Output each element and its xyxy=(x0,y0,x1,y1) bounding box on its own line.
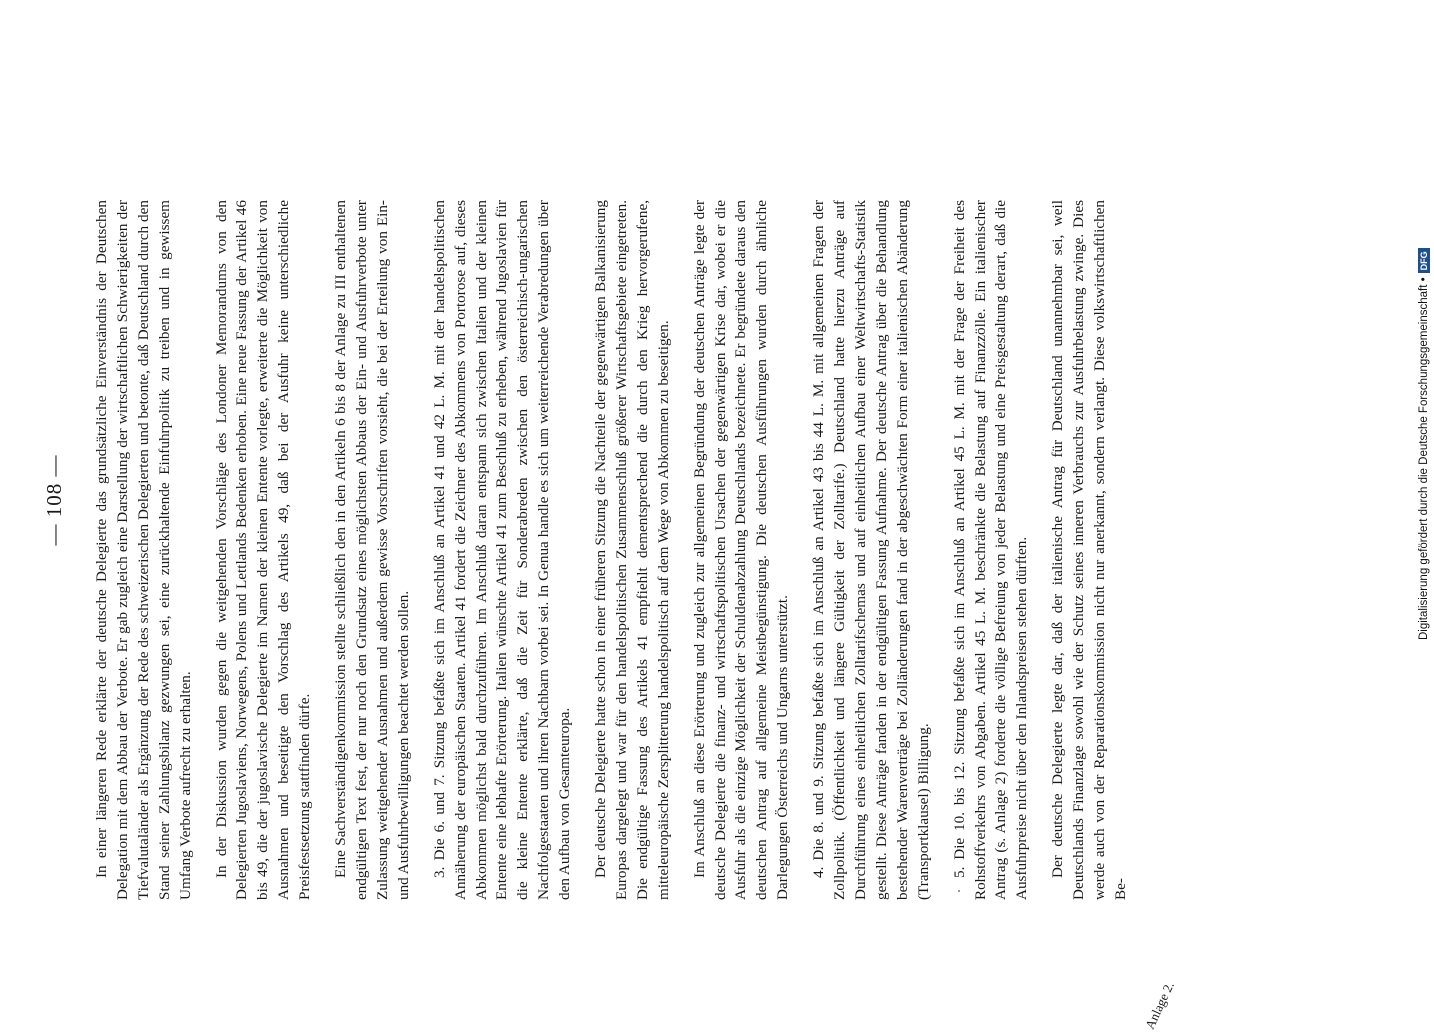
scan-speck xyxy=(958,890,960,892)
digitization-credit xyxy=(1418,248,1430,640)
paragraph: Der deutsche Delegierte hatte schon in einer früheren Sitzung die Nachteile der gegenwärtigen Balkanisierung Europas dargelegt und war für den handelspolitischen Zusammenschluß größerer Wirtschaftsgebiete eingetreten. Die endgültige Fassung des Artikels 41 empfiehlt dementsprechend die durch den Krieg hervorgerufene, mitteleuropäische Zersplitterung handelspolitisch auf dem Wege von Abkommen zu beseitigen. xyxy=(592,200,672,900)
dfg-logo: DFG xyxy=(1418,248,1430,273)
rotated-page xyxy=(42,100,1342,1032)
paragraph: Der deutsche Delegierte legte dar, daß der italienische Antrag für Deutschland unannehmbar sei, weil Deutschlands Finanzlage sowohl wie der Schutz seines inneren Verbrauchs zur Ausfuhrbelastung zwinge. Dies werde auch von der Reparationskommission nicht nur anerkannt, sondern verlangt. Diese volkswirtschaftlichen Be- xyxy=(1049,200,1129,900)
page-number-header: — 108 — xyxy=(42,454,66,546)
paragraph: In einer längeren Rede erklärte der deutsche Delegierte das grundsätzliche Einverständnis der Deutschen Delegation mit dem Abbau der Verbote. Er gab zugleich eine Darstellung der wirtschaftlichen Schwierigkeiten der Tiefvalutaländer als Ergänzung der Rede des schweizerischen Delegierten und betonte, daß Deutschland durch den Stand seiner Zahlungsbilanz gezwungen sei, eine zurückhaltende Einfuhrpolitik zu treiben und in gewissem Umfang Verbote aufrecht zu erhalten. xyxy=(93,200,194,900)
marginal-note: Anlage 2. xyxy=(1142,979,1177,1032)
paragraph: Im Anschluß an diese Erörterung und zugleich zur allgemeinen Begründung der deutschen Anträge legte der deutsche Delegierte die finanz- und wirtschaftspolitischen Ursachen der gegenwärtigen Krise dar, wobei er die Ausfuhr als die einzige Möglichkeit der Schuldenabzahlung Deutschlands bezeichnete. Er begründete daraus den deutschen Antrag auf allgemeine Meistbegünstigung. Die deutschen Ausführungen wurden durch ähnliche Darlegungen Österreichs und Ungarns unterstützt. xyxy=(690,200,792,900)
paragraph: 4. Die 8. und 9. Sitzung befaßte sich im Anschluß an Artikel 43 bis 44 L. M. mit allgemeinen Fragen der Zollpolitik. (Öffentlichkeit und längere Gültigkeit der Zolltarife.) Deutschland hatte hierzu Anträge auf Durchführung eines einheitlichen Zolltarifschemas und auf einheitlichen Aufbau einer Weltwirtschafts-Statistik gestellt. Diese Anträge fanden in der endgültigen Fassung Aufnahme. Der deutsche Antrag über die Behandlung bestehender Warenverträge bei Zolländerungen fand in der abgeschwächten Form einer italienischen Abänderung (Transportklausel) Billigung. xyxy=(810,200,932,900)
paragraph: Eine Sachverständigenkommission stellte schließlich den in den Artikeln 6 bis 8 der Anlage zu III enthaltenen endgültigen Text fest, der nur noch den Grundsatz eines möglichsten Abbaus der Ein- und Ausfuhrverbote unter Zulassung weitgehender Ausnahmen und außerdem gewisse Vorschriften vorsieht, die bei der Erteilung von Ein- und Ausfuhrbewilligungen beachtet werden sollen. xyxy=(332,200,412,900)
credit-text: Digitalisierung gefördert durch die Deutsche Forschungsgemeinschaft • xyxy=(1418,277,1430,640)
body-text xyxy=(92,200,1147,900)
paragraph: 3. Die 6. und 7. Sitzung befaßte sich im Anschluß an Artikel 41 und 42 L. M. mit der handelspolitischen Annäherung der europäischen Staaten. Artikel 41 fordert die Zeichner des Abkommens von Portorose auf, dieses Abkommen möglichst bald durchzuführen. Im Anschluß daran entspann sich zwischen Italien und der kleinen Entente eine lebhafte Erörterung. Italien wünschte Artikel 41 zum Beschluß zu erheben, während Jugoslavien für die kleine Entente erklärte, daß die Zeit für Sonderabreden zwischen den österreichisch-ungarischen Nachfolgestaaten und ihren Nachbarn vorbei sei. In Genua handle es sich um weiterreichende Verabredungen über den Aufbau von Gesamteuropa. xyxy=(430,200,574,900)
paragraph: In der Diskussion wurden gegen die weitgehenden Vorschläge des Londoner Memorandums von den Delegierten Jugoslaviens, Norwegens, Polens und Lettlands Bedenken erhoben. Eine neue Fassung der Artikel 46 bis 49, die der jugoslavische Delegierte im Namen der kleinen Entente vorlegte, erweiterte die Möglichkeit von Ausnahmen und beseitigte den Vorschlag des Artikels 49, daß bei der Ausfuhr keine unterschiedliche Preisfestsetzung stattfinden dürfe. xyxy=(212,200,314,900)
paragraph: 5. Die 10. bis 12. Sitzung befaßte sich im Anschluß an Artikel 45 L. M. mit der Frage der Freiheit des Rohstoffverkehrs von Abgaben. Artikel 45 L. M. beschränkte die Belastung auf Finanzzölle. Ein italienischer Antrag (s. Anlage 2) forderte die völlige Befreiung von jeder Belastung und eine Preisgestaltung derart, daß die Ausfuhrpreise nicht über den Inlandspreisen stehen dürften. xyxy=(950,200,1031,900)
